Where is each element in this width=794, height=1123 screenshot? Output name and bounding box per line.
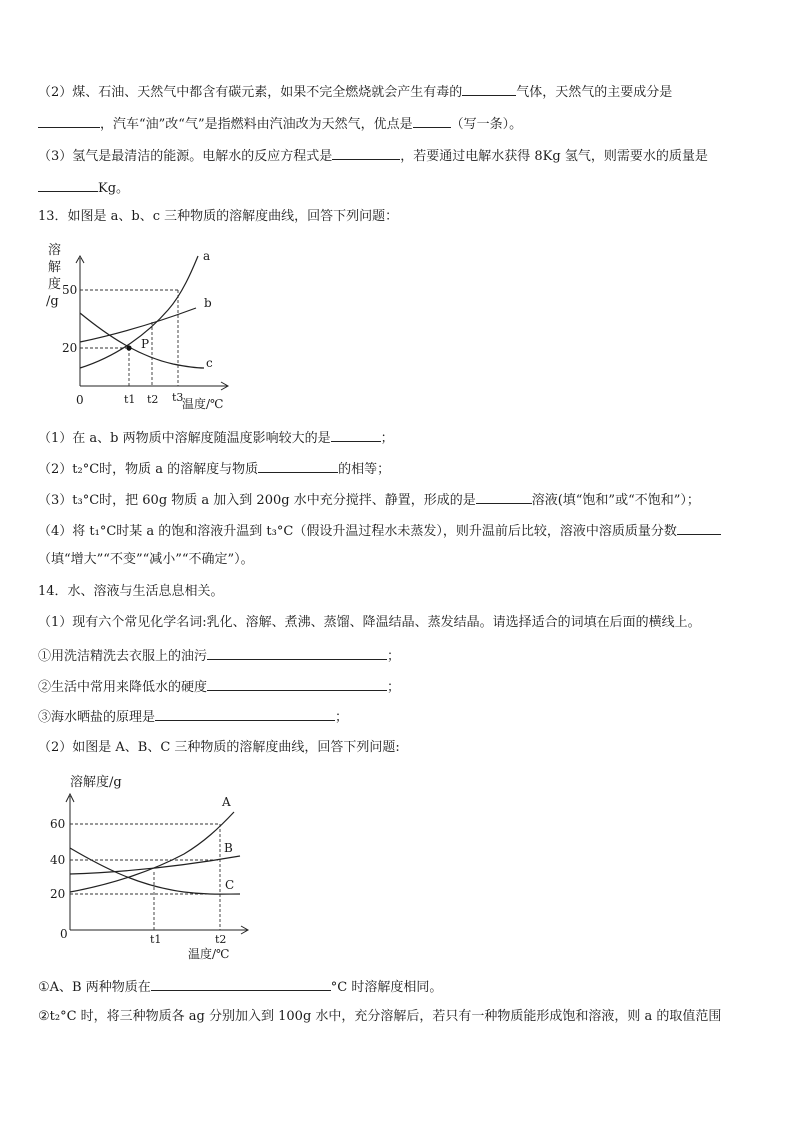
- chart1-ytick-20: 20: [62, 341, 78, 355]
- q12-blank-1[interactable]: [462, 82, 516, 96]
- q13-s4-a: （4）将 t₁°C时某 a 的饱和溶液升温到 t₃°C（假设升温过程水未蒸发），则升温前后比较，溶液中溶质质量分数: [38, 524, 677, 539]
- chart1-guides: [80, 290, 178, 386]
- chart-abc: [38, 238, 238, 414]
- q12-blank-5[interactable]: [38, 178, 98, 192]
- q14-item3: [38, 707, 348, 727]
- chart2-label-A: A: [222, 795, 231, 809]
- chart1-ylabel: [46, 242, 61, 309]
- q12-p2-c: ，汽车“油”改“气”是指燃料由汽油改为天然气，优点是: [100, 117, 413, 132]
- q14-ans1-a: ①A、B 两种物质在: [38, 980, 151, 995]
- chart2-ytick-40: 40: [50, 853, 66, 867]
- chart1-ylabel-char-2: 解: [48, 260, 62, 275]
- chart2-ytick-60: 60: [50, 817, 66, 831]
- chart1-ylabel-char-1: 溶: [48, 243, 62, 258]
- q13-s1: [38, 428, 394, 448]
- chart1-xtick-t3: t3: [172, 391, 184, 404]
- q14-p1: （1）现有六个常见化学名词:乳化、溶解、煮沸、蒸馏、降温结晶、蒸发结晶。请选择适合的词填在后面的横线上。: [38, 615, 701, 630]
- q13-intro: 13．如图是 a、b、c 三种物质的溶解度曲线，回答下列问题：: [38, 209, 399, 224]
- q13-s2-b: 的相等；: [338, 462, 391, 477]
- q12-p3-b: ，若要通过电解水获得 8Kg 氢气，则需要水的质量是: [400, 149, 708, 164]
- q13-s3-a: （3）t₃°C时，把 60g 物质 a 加入到 200g 水中充分搅拌、静置，形成的是: [38, 493, 476, 508]
- q14-item1-text: ①用洗洁精洗去衣服上的油污: [38, 649, 208, 664]
- q12-blank-3[interactable]: [413, 114, 451, 128]
- chart1-curve-a: [80, 256, 198, 368]
- q12-line4: [38, 178, 129, 198]
- q13-s2: [38, 459, 390, 479]
- q13-s1-a: （1）在 a、b 两物质中溶解度随温度影响较大的是: [38, 431, 331, 446]
- q14-ans1: [38, 977, 442, 997]
- chart1-point-p: [126, 345, 131, 350]
- chart2-ytick-20: 20: [50, 887, 66, 901]
- chart1-point-label: P: [141, 337, 150, 351]
- chart2-xtick-t2: t2: [215, 933, 227, 946]
- q12-line3: [38, 146, 708, 166]
- chart1-ylabel-char-3: 度: [48, 277, 62, 292]
- q13-blank-4[interactable]: [677, 521, 721, 535]
- chart1-label-c: c: [206, 356, 213, 370]
- chart1-xlabel: 温度/℃: [182, 397, 224, 411]
- q12-blank-2[interactable]: [38, 114, 100, 128]
- q13-blank-2[interactable]: [258, 459, 338, 473]
- chart1-xtick-t1: t1: [124, 393, 136, 406]
- q14-blank-2[interactable]: [207, 677, 387, 691]
- q13-s3-b: 溶液(填“饱和”或“不饱和”）；: [531, 493, 700, 508]
- q14-item1: [38, 646, 400, 666]
- chart2-axes: [66, 794, 248, 934]
- q12-p2-a: （2）煤、石油、天然气中都含有碳元素，如果不完全燃烧就会产生有毒的: [38, 85, 463, 100]
- q14-item2: [38, 677, 400, 697]
- q13-s4: [38, 521, 721, 541]
- q13-blank-1[interactable]: [331, 428, 381, 442]
- q13-s3: [38, 490, 700, 510]
- chart2-origin: 0: [60, 927, 68, 941]
- chart2-label-B: B: [224, 841, 233, 855]
- chart2-ylabel: 溶解度/g: [70, 775, 122, 790]
- chart-ABC: [44, 768, 254, 964]
- chart1-label-b: b: [204, 296, 212, 310]
- q14-item2-semi: ；: [387, 680, 401, 695]
- q14-ans1-b: °C 时溶解度相同。: [330, 980, 443, 995]
- chart2-guides: [70, 824, 220, 930]
- q13-s2-a: （2）t₂°C时，物质 a 的溶解度与物质: [38, 462, 259, 477]
- q14-item3-text: ③海水晒盐的原理是: [38, 710, 156, 725]
- q14-blank-4[interactable]: [151, 977, 331, 991]
- chart2-xlabel: 温度/℃: [188, 947, 230, 961]
- q14-blank-3[interactable]: [155, 707, 335, 721]
- q13-s1-b: ；: [380, 431, 394, 446]
- q14-intro: 14．水、溶液与生活息息相关。: [38, 584, 224, 599]
- q14-ans2: ②t₂°C 时，将三种物质各 ag 分别加入到 100g 水中，充分溶解后，若只有一种物质能形成饱和溶液，则 a 的取值范围: [38, 1009, 722, 1024]
- q13-blank-3[interactable]: [476, 490, 532, 504]
- q12-line1: [38, 82, 672, 102]
- q14-item3-semi: ；: [335, 710, 349, 725]
- q12-blank-4[interactable]: [332, 146, 400, 160]
- chart1-ylabel-char-4: /g: [46, 294, 59, 309]
- chart1-origin: 0: [76, 393, 84, 407]
- q14-p2: （2）如图是 A、B、C 三种物质的溶解度曲线，回答下列问题:: [38, 740, 400, 755]
- chart1-xtick-t2: t2: [147, 393, 159, 406]
- chart2-label-C: C: [225, 878, 235, 892]
- q12-line2: [38, 114, 522, 134]
- q12-p2-d: （写一条）。: [450, 117, 523, 132]
- q13-s4-cont: （填“增大”“不变”“减小”“不确定”）。: [38, 552, 254, 567]
- chart2-curve-B: [70, 856, 240, 874]
- chart1-label-a: a: [203, 249, 211, 263]
- chart1-ytick-50: 50: [62, 283, 78, 297]
- q14-item1-semi: ；: [387, 649, 401, 664]
- chart2-xtick-t1: t1: [150, 933, 162, 946]
- q12-p2-b: 气体，天然气的主要成分是: [516, 85, 673, 100]
- q14-item2-text: ②生活中常用来降低水的硬度: [38, 680, 208, 695]
- chart1-curve-b: [80, 308, 196, 342]
- q12-p3-c: Kg。: [98, 181, 130, 196]
- q14-blank-1[interactable]: [207, 646, 387, 660]
- q12-p3-a: （3）氢气是最清洁的能源。电解水的反应方程式是: [38, 149, 333, 164]
